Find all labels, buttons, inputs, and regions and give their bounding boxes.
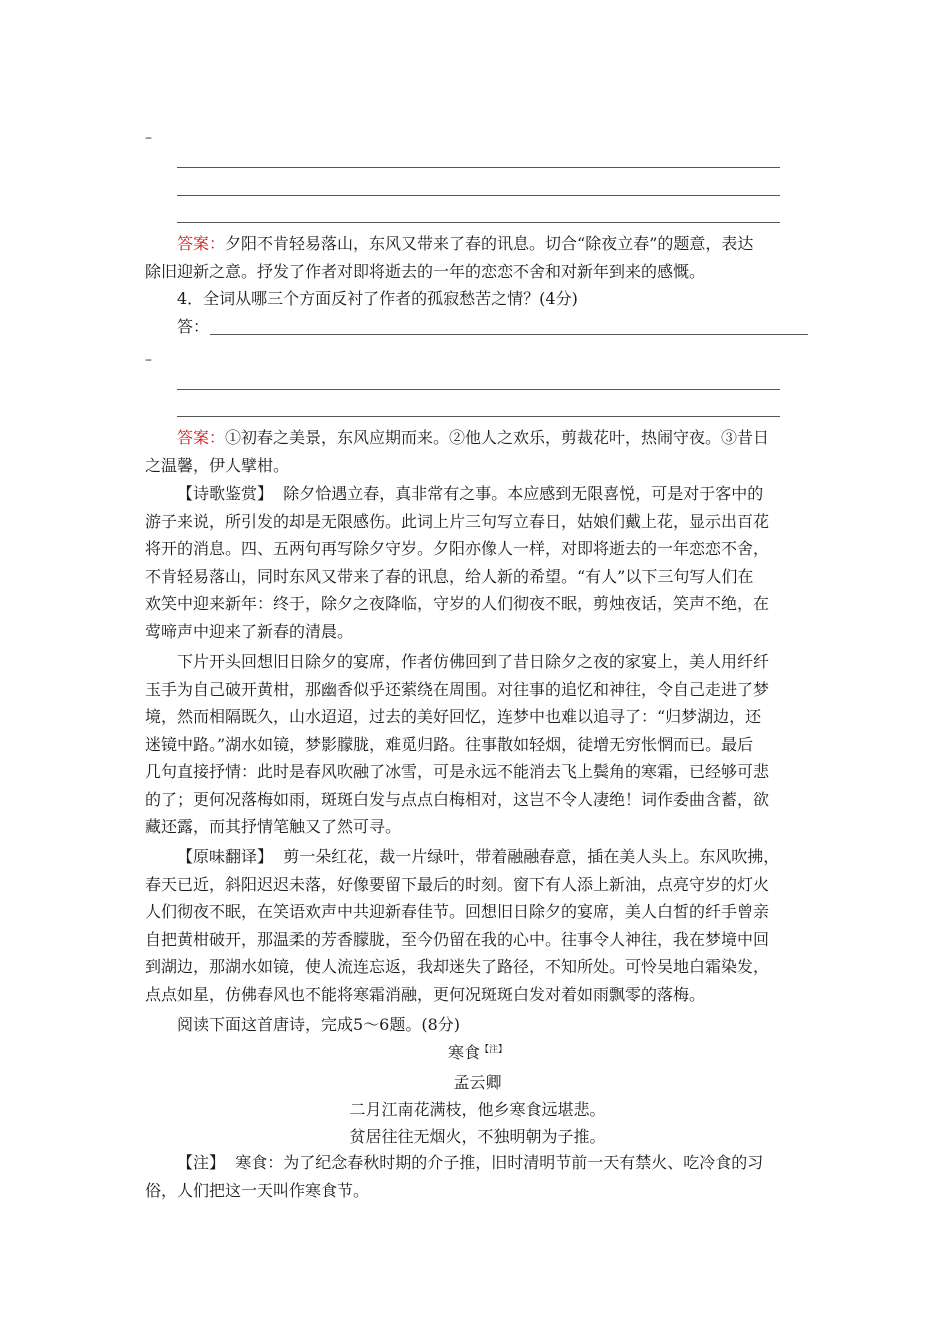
answer-line[interactable] <box>177 222 780 223</box>
dash-mark: – <box>145 352 152 368</box>
question-4: 4．全词从哪三个方面反衬了作者的孤寂愁苦之情？(4分) 答： <box>145 285 810 340</box>
translation-section: 【原味翻译】 剪一朵红花，裁一片绿叶，带着融融春意，插在美人头上。东风吹拂， 春天已近，斜阳迟迟未落，好像要留下最后的时刻。窗下有人添上新油，点亮守岁的灯火 人们彻夜不眠，在笑语欢声中共迎新春佳节。回想旧日除夕的宴席，美人白皙的纤手曾亲 自把黄柑破开，那温柔的芳香朦胧，至今仍留在我的心中。往事令人神往，我在梦境中回 到湖边，那湖水如镜，使人流连忘返，我却迷失了路径，不知所处。可怜吴地白霜染发， 点点如星，仿佛春风也不能将寒霜消融，更何况斑斑白发对着如雨飘零的落梅。 <box>145 847 780 1004</box>
poem-line: 二月江南花满枝，他乡寒食远堪悲。 <box>349 1100 606 1119</box>
appreciation-section: 【诗歌鉴赏】 除夕恰遇立春，真非常有之事。本应感到无限喜悦，可是对于客中的 游子来说，所引发的却是无限感伤。此词上片三句写立春日，姑娘们戴上花，显示出百花 将开的消息。四、五两句再写除夕守岁。夕阳亦像人一样，对即将逝去的一年恋恋不舍， 不肯轻易落山，同时东风又带来了春的讯息，给人新的希望。“有人”以下三句写人们在 欢笑中迎来新年：终于，除夕之夜降临，守岁的人们彻夜不眠，剪烛夜话，笑声不绝，在 莺啼声中迎来了新春的清晨。 <box>145 484 770 641</box>
poem-note-mark: 【注】 <box>480 1045 508 1055</box>
poem-title: 寒食$^{【注】}$ <box>447 1043 508 1062</box>
answer-prefix: 答： <box>177 316 210 336</box>
poem-author: 孟云卿 <box>453 1073 502 1092</box>
note-label: 【注】 <box>177 1153 226 1172</box>
answer-line[interactable] <box>177 389 780 390</box>
answer-3: 答案：夕阳不肯轻易落山，东风又带来了春的讯息。切合“除夜立春”的题意，表达 除旧迎新之意。抒发了作者对即将逝去的一年的恋恋不舍和对新年到来的感慨。 <box>145 234 754 281</box>
appreciation-title: 【诗歌鉴赏】 <box>177 484 274 503</box>
answer-label: 答案： <box>177 234 226 253</box>
answer-4: 答案：①初春之美景，东风应期而来。②他人之欢乐，剪裁花叶，热闹守夜。③昔日 之温馨，伊人擘柑。 <box>145 428 770 475</box>
answer-label: 答案： <box>177 428 226 447</box>
answer-line[interactable] <box>210 334 808 335</box>
poem-note: 【注】 寒食：为了纪念春秋时期的介子推，旧时清明节前一天有禁火、吃冷食的习 俗，人们把这一天叫作寒食节。 <box>145 1153 764 1200</box>
poem-line: 贫居往往无烟火，不独明朝为子推。 <box>349 1127 606 1146</box>
reading-instruction: 阅读下面这首唐诗，完成5～6题。(8分) <box>177 1015 461 1034</box>
appreciation-section-2: 下片开头回想旧日除夕的宴席，作者仿佛回到了昔日除夕之夜的家宴上，美人用纤纤 玉手为自己破开黄柑，那幽香似乎还萦绕在周围。对往事的追忆和神往，令自己走进了梦 境，然而相隔既久，山水迢迢，过去的美好回忆，连梦中也难以追寻了：“归梦湖边，还 迷镜中路。”湖水如镜，梦影朦胧，难觅归路。往事散如轻烟，徒增无穷怅惘而已。最后 几句直接抒情：此时是春风吹融了冰雪，可是永远不能消去飞上鬓角的寒霜，已经够可悲 的了；更何况落梅如雨，斑斑白发与点点白梅相对，这岂不令人凄绝！词作委曲含蓄，欲 藏还露，而其抒情笔触又了然可寻。 <box>145 652 770 836</box>
answer-line[interactable] <box>177 416 780 417</box>
dash-mark: – <box>145 130 152 146</box>
answer-line[interactable] <box>177 167 780 168</box>
answer-line[interactable] <box>177 195 780 196</box>
translation-title: 【原味翻译】 <box>177 847 274 866</box>
